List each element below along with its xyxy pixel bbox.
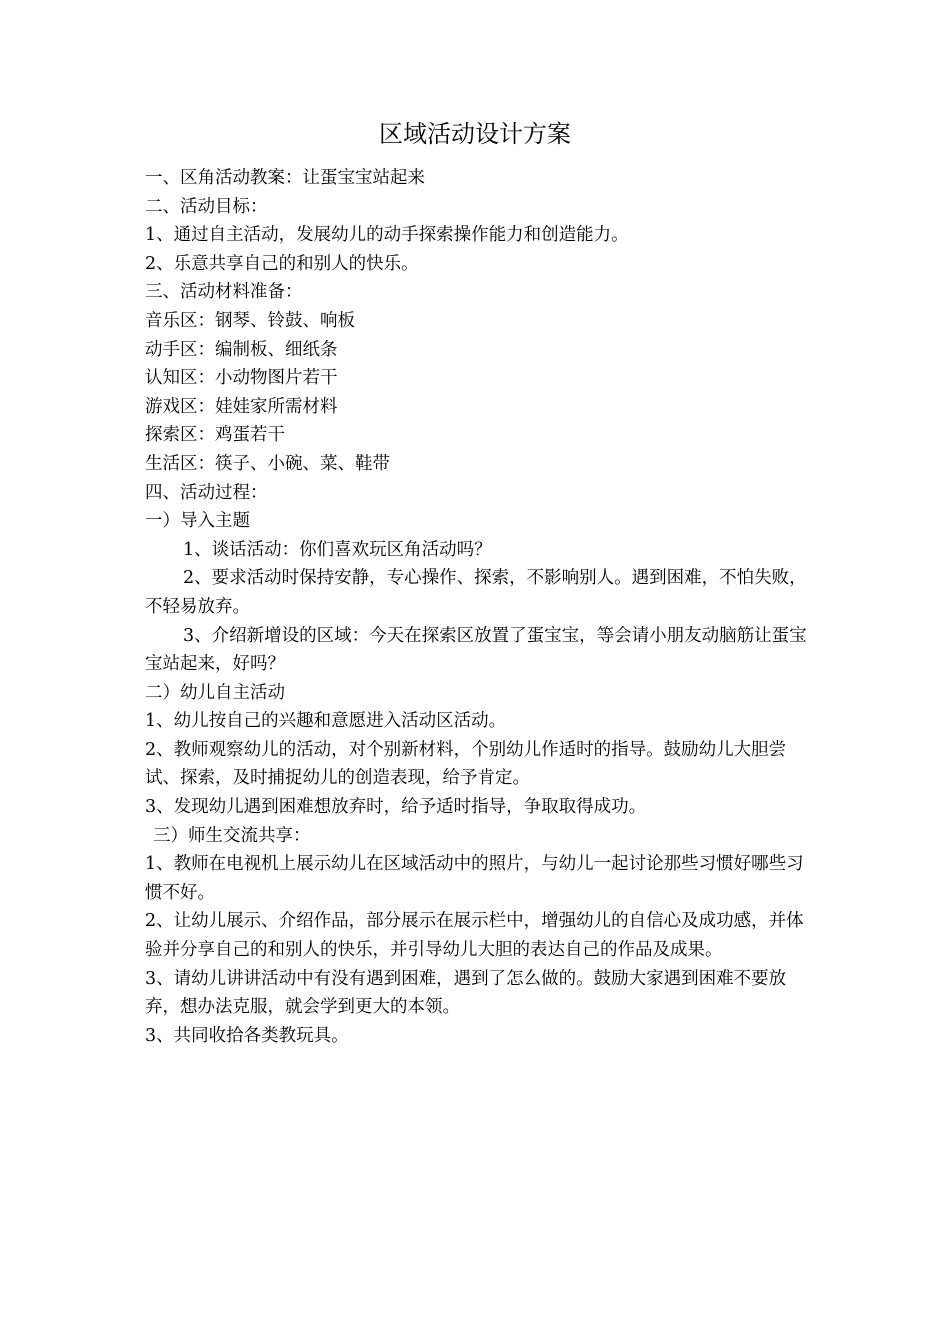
paragraph-intro-step-1: 1、谈话活动：你们喜欢玩区角活动吗？ xyxy=(183,539,492,560)
paragraph-goal-1: 1、通过自主活动，发展幼儿的动手探索操作能力和创造能力。 xyxy=(145,225,629,246)
paragraph-sharing-heading: 三）师生交流共享： xyxy=(153,825,311,846)
paragraph-material-cognition: 认知区：小动物图片若干 xyxy=(145,368,338,389)
paragraph-intro-heading: 一）导入主题 xyxy=(145,511,250,532)
paragraph-materials-heading: 三、活动材料准备： xyxy=(145,282,303,303)
paragraph-material-explore: 探索区：鸡蛋若干 xyxy=(145,425,285,446)
paragraph-intro-step-2: 2、要求活动时保持安静，专心操作、探索，不影响别人。遇到困难，不怕失败，不轻易放弃。 xyxy=(145,568,807,617)
paragraph-material-handwork: 动手区：编制板、细纸条 xyxy=(145,339,338,360)
document-title: 区域活动设计方案 xyxy=(379,120,571,148)
paragraph-sharing-2: 2、让幼儿展示、介绍作品，部分展示在展示栏中，增强幼儿的自信心及成功感，并体验并分享自己的和别人的快乐，并引导幼儿大胆的表达自己的作品及成果。 xyxy=(145,911,804,961)
paragraph-self-activity-1: 1、幼儿按自己的兴趣和意愿进入活动区活动。 xyxy=(145,711,507,732)
paragraph-self-activity-3: 3、发现幼儿遇到困难想放弃时，给予适时指导，争取取得成功。 xyxy=(145,797,647,818)
paragraph-process-heading: 四、活动过程： xyxy=(145,482,268,503)
document-body xyxy=(145,164,808,1050)
paragraph-material-life: 生活区：筷子、小碗、菜、鞋带 xyxy=(145,453,390,474)
paragraph-cleanup: 3、共同收拾各类教玩具。 xyxy=(145,1025,349,1046)
paragraph-activity-name: 一、区角活动教案：让蛋宝宝站起来 xyxy=(145,168,425,188)
paragraph-self-activity-heading: 二）幼儿自主活动 xyxy=(145,682,285,703)
paragraph-goal-2: 2、乐意共享自己的和别人的快乐。 xyxy=(145,253,419,274)
paragraph-material-music: 音乐区：钢琴、铃鼓、响板 xyxy=(145,310,355,331)
paragraph-material-game: 游戏区：娃娃家所需材料 xyxy=(145,396,338,417)
paragraph-sharing-1: 1、教师在电视机上展示幼儿在区域活动中的照片，与幼儿一起讨论那些习惯好哪些习惯不好。 xyxy=(145,854,804,903)
paragraph-goals-heading: 二、活动目标： xyxy=(145,196,268,217)
paragraph-self-activity-2: 2、教师观察幼儿的活动，对个别新材料，个别幼儿作适时的指导。鼓励幼儿大胆尝试、探索，及时捕捉幼儿的创造表现，给予肯定。 xyxy=(145,739,787,789)
paragraph-intro-step-3: 3、介绍新增设的区域：今天在探索区放置了蛋宝宝，等会请小朋友动脑筋让蛋宝宝站起来，好吗？ xyxy=(145,625,807,675)
paragraph-sharing-3: 3、请幼儿讲讲活动中有没有遇到困难，遇到了怎么做的。鼓励大家遇到困难不要放弃，想办法克服，就会学到更大的本领。 xyxy=(145,968,787,1018)
